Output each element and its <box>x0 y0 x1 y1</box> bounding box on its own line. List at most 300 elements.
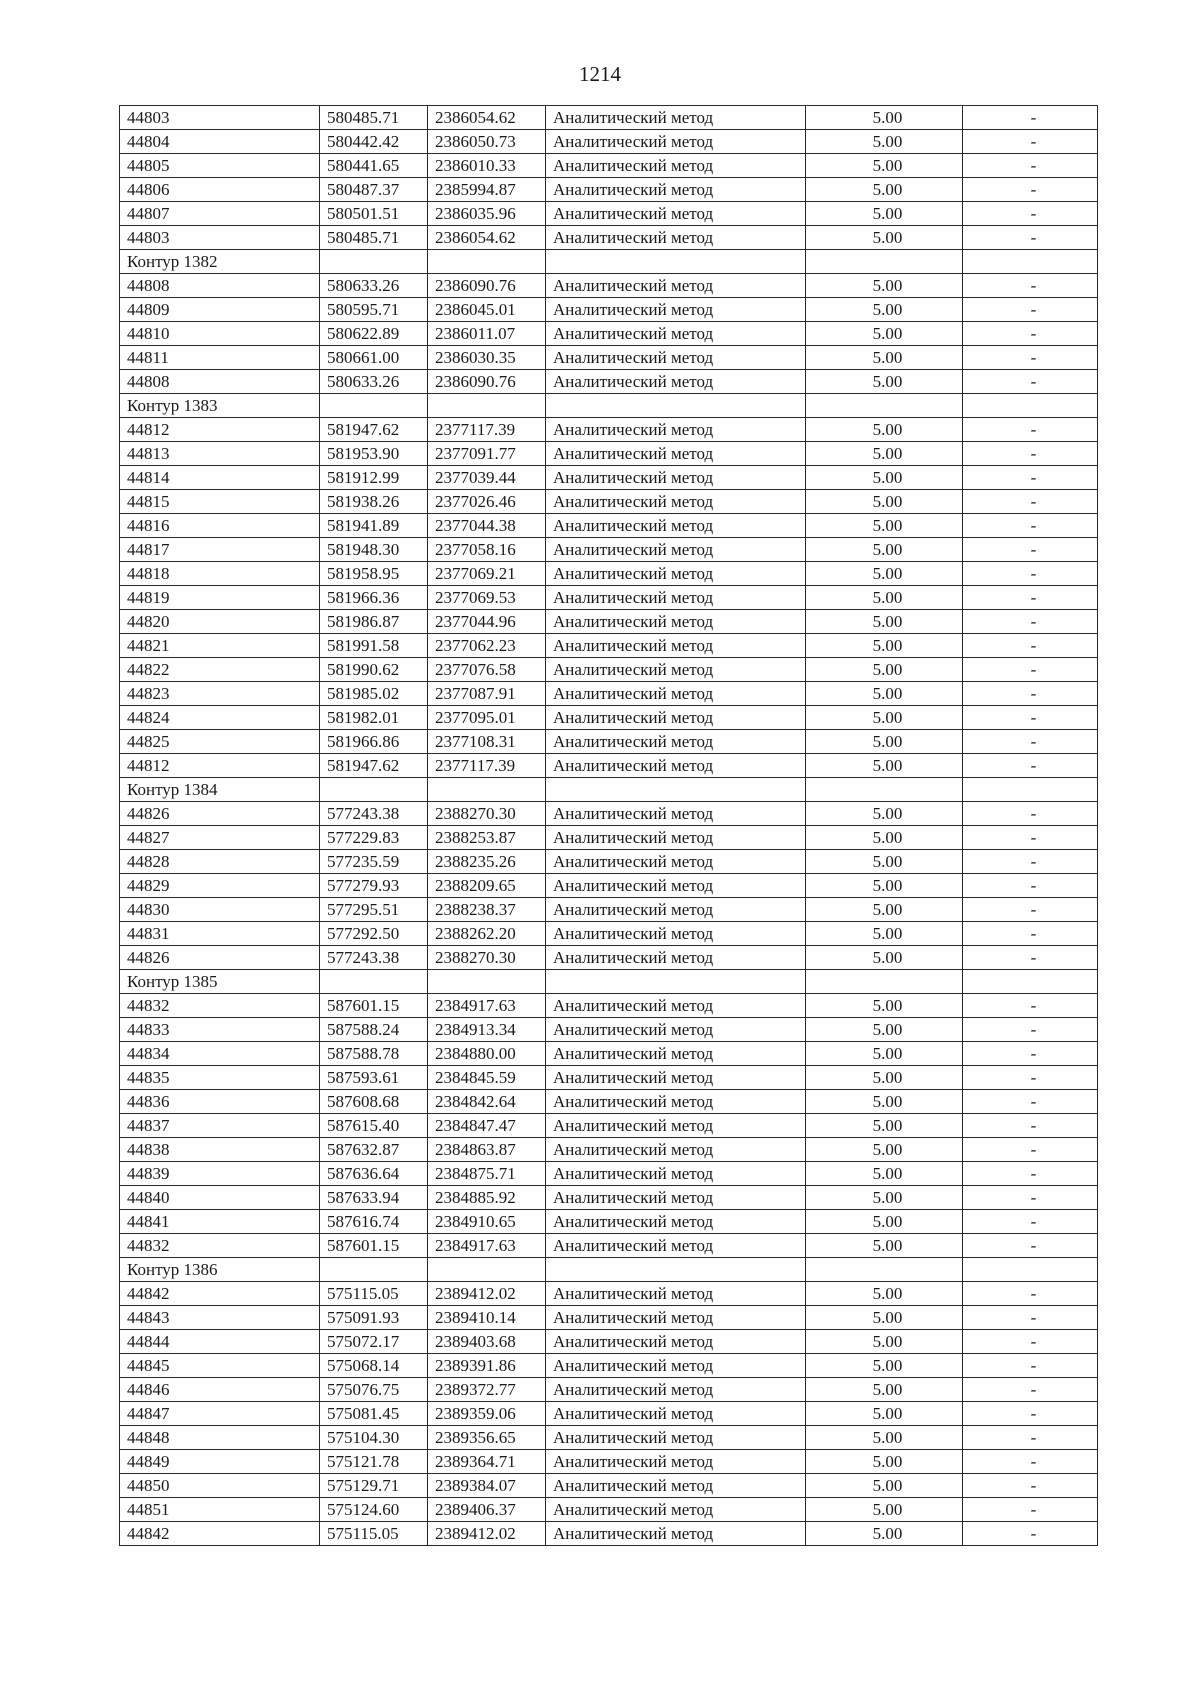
table-row <box>120 1138 1098 1162</box>
table-row <box>120 754 1098 778</box>
method-cell: Аналитический метод <box>546 490 806 514</box>
method-cell: Аналитический метод <box>546 1378 806 1402</box>
dash-cell: - <box>963 1450 1098 1474</box>
point-id: 44835 <box>120 1066 320 1090</box>
contour-header-row <box>120 778 1098 802</box>
method-cell: Аналитический метод <box>546 1210 806 1234</box>
coord-y: 2384875.71 <box>428 1162 546 1186</box>
method-cell: Аналитический метод <box>546 1450 806 1474</box>
accuracy-cell: 5.00 <box>806 802 963 826</box>
accuracy-cell: 5.00 <box>806 946 963 970</box>
dash-cell: - <box>963 658 1098 682</box>
contour-label: Контур 1385 <box>120 970 320 994</box>
dash-cell: - <box>963 346 1098 370</box>
method-cell: Аналитический метод <box>546 754 806 778</box>
coord-x: 580485.71 <box>320 106 428 130</box>
coord-x: 581948.30 <box>320 538 428 562</box>
dash-cell: - <box>963 130 1098 154</box>
dash-cell: - <box>963 1498 1098 1522</box>
dash-cell: - <box>963 682 1098 706</box>
coord-y: 2377044.96 <box>428 610 546 634</box>
accuracy-cell: 5.00 <box>806 202 963 226</box>
coord-x: 587616.74 <box>320 1210 428 1234</box>
coord-x: 581966.86 <box>320 730 428 754</box>
accuracy-cell: 5.00 <box>806 154 963 178</box>
coord-x: 587636.64 <box>320 1162 428 1186</box>
table-row <box>120 946 1098 970</box>
empty-cell <box>806 1258 963 1282</box>
point-id: 44818 <box>120 562 320 586</box>
empty-cell <box>320 250 428 274</box>
coord-x: 581958.95 <box>320 562 428 586</box>
table-row <box>120 1474 1098 1498</box>
method-cell: Аналитический метод <box>546 1066 806 1090</box>
empty-cell <box>428 970 546 994</box>
point-id: 44832 <box>120 1234 320 1258</box>
point-id: 44806 <box>120 178 320 202</box>
coord-x: 580633.26 <box>320 370 428 394</box>
coord-y: 2386010.33 <box>428 154 546 178</box>
accuracy-cell: 5.00 <box>806 1090 963 1114</box>
coord-y: 2377108.31 <box>428 730 546 754</box>
method-cell: Аналитический метод <box>546 154 806 178</box>
accuracy-cell: 5.00 <box>806 922 963 946</box>
coord-x: 587588.24 <box>320 1018 428 1042</box>
method-cell: Аналитический метод <box>546 370 806 394</box>
point-id: 44812 <box>120 418 320 442</box>
accuracy-cell: 5.00 <box>806 1474 963 1498</box>
accuracy-cell: 5.00 <box>806 682 963 706</box>
method-cell: Аналитический метод <box>546 1306 806 1330</box>
point-id: 44842 <box>120 1522 320 1546</box>
coord-x: 587588.78 <box>320 1042 428 1066</box>
empty-cell <box>546 1258 806 1282</box>
point-id: 44827 <box>120 826 320 850</box>
table-row <box>120 1426 1098 1450</box>
coord-x: 580622.89 <box>320 322 428 346</box>
point-id: 44830 <box>120 898 320 922</box>
method-cell: Аналитический метод <box>546 610 806 634</box>
accuracy-cell: 5.00 <box>806 346 963 370</box>
coord-x: 575091.93 <box>320 1306 428 1330</box>
coord-y: 2384845.59 <box>428 1066 546 1090</box>
table-row <box>120 898 1098 922</box>
table-row <box>120 274 1098 298</box>
coord-x: 575104.30 <box>320 1426 428 1450</box>
point-id: 44837 <box>120 1114 320 1138</box>
coord-y: 2386035.96 <box>428 202 546 226</box>
method-cell: Аналитический метод <box>546 874 806 898</box>
table-row <box>120 1210 1098 1234</box>
accuracy-cell: 5.00 <box>806 418 963 442</box>
point-id: 44804 <box>120 130 320 154</box>
coord-y: 2377117.39 <box>428 418 546 442</box>
coord-x: 580485.71 <box>320 226 428 250</box>
empty-cell <box>428 394 546 418</box>
table-row <box>120 322 1098 346</box>
coord-x: 581938.26 <box>320 490 428 514</box>
coord-y: 2384885.92 <box>428 1186 546 1210</box>
coord-x: 581986.87 <box>320 610 428 634</box>
point-id: 44815 <box>120 490 320 514</box>
accuracy-cell: 5.00 <box>806 1306 963 1330</box>
dash-cell: - <box>963 178 1098 202</box>
empty-cell <box>320 778 428 802</box>
method-cell: Аналитический метод <box>546 586 806 610</box>
point-id: 44843 <box>120 1306 320 1330</box>
dash-cell: - <box>963 1162 1098 1186</box>
accuracy-cell: 5.00 <box>806 1138 963 1162</box>
dash-cell: - <box>963 1522 1098 1546</box>
dash-cell: - <box>963 1066 1098 1090</box>
method-cell: Аналитический метод <box>546 442 806 466</box>
table-row <box>120 1090 1098 1114</box>
empty-cell <box>963 970 1098 994</box>
coord-x: 581991.58 <box>320 634 428 658</box>
accuracy-cell: 5.00 <box>806 130 963 154</box>
method-cell: Аналитический метод <box>546 202 806 226</box>
coord-y: 2389412.02 <box>428 1522 546 1546</box>
empty-cell <box>320 970 428 994</box>
coord-x: 577295.51 <box>320 898 428 922</box>
coord-x: 577229.83 <box>320 826 428 850</box>
point-id: 44809 <box>120 298 320 322</box>
coord-y: 2385994.87 <box>428 178 546 202</box>
dash-cell: - <box>963 1330 1098 1354</box>
table-row <box>120 1042 1098 1066</box>
point-id: 44822 <box>120 658 320 682</box>
table-row <box>120 106 1098 130</box>
coord-y: 2389412.02 <box>428 1282 546 1306</box>
dash-cell: - <box>963 610 1098 634</box>
method-cell: Аналитический метод <box>546 226 806 250</box>
dash-cell: - <box>963 730 1098 754</box>
point-id: 44808 <box>120 370 320 394</box>
table-row <box>120 1066 1098 1090</box>
coord-x: 587608.68 <box>320 1090 428 1114</box>
coord-x: 575081.45 <box>320 1402 428 1426</box>
table-row <box>120 298 1098 322</box>
accuracy-cell: 5.00 <box>806 466 963 490</box>
table-row <box>120 1162 1098 1186</box>
point-id: 44834 <box>120 1042 320 1066</box>
point-id: 44823 <box>120 682 320 706</box>
table-row <box>120 1354 1098 1378</box>
accuracy-cell: 5.00 <box>806 634 963 658</box>
point-id: 44812 <box>120 754 320 778</box>
accuracy-cell: 5.00 <box>806 1402 963 1426</box>
coord-y: 2389410.14 <box>428 1306 546 1330</box>
accuracy-cell: 5.00 <box>806 514 963 538</box>
point-id: 44846 <box>120 1378 320 1402</box>
coord-x: 587615.40 <box>320 1114 428 1138</box>
accuracy-cell: 5.00 <box>806 226 963 250</box>
method-cell: Аналитический метод <box>546 178 806 202</box>
coord-x: 577243.38 <box>320 946 428 970</box>
point-id: 44803 <box>120 226 320 250</box>
coord-y: 2377095.01 <box>428 706 546 730</box>
coord-y: 2389391.86 <box>428 1354 546 1378</box>
table-row <box>120 490 1098 514</box>
dash-cell: - <box>963 1186 1098 1210</box>
coord-x: 580442.42 <box>320 130 428 154</box>
table-row <box>120 466 1098 490</box>
table-row <box>120 682 1098 706</box>
accuracy-cell: 5.00 <box>806 322 963 346</box>
coord-x: 581953.90 <box>320 442 428 466</box>
method-cell: Аналитический метод <box>546 826 806 850</box>
table-row <box>120 586 1098 610</box>
method-cell: Аналитический метод <box>546 1234 806 1258</box>
coord-x: 575121.78 <box>320 1450 428 1474</box>
table-row <box>120 418 1098 442</box>
empty-cell <box>546 970 806 994</box>
point-id: 44832 <box>120 994 320 1018</box>
point-id: 44828 <box>120 850 320 874</box>
coord-y: 2377039.44 <box>428 466 546 490</box>
accuracy-cell: 5.00 <box>806 274 963 298</box>
dash-cell: - <box>963 1282 1098 1306</box>
accuracy-cell: 5.00 <box>806 1210 963 1234</box>
point-id: 44840 <box>120 1186 320 1210</box>
coord-x: 581947.62 <box>320 754 428 778</box>
method-cell: Аналитический метод <box>546 1114 806 1138</box>
point-id: 44839 <box>120 1162 320 1186</box>
accuracy-cell: 5.00 <box>806 106 963 130</box>
method-cell: Аналитический метод <box>546 1402 806 1426</box>
dash-cell: - <box>963 946 1098 970</box>
dash-cell: - <box>963 202 1098 226</box>
table-row <box>120 658 1098 682</box>
empty-cell <box>963 250 1098 274</box>
coord-x: 587601.15 <box>320 1234 428 1258</box>
table-row <box>120 1330 1098 1354</box>
table-row <box>120 1114 1098 1138</box>
contour-header-row <box>120 970 1098 994</box>
accuracy-cell: 5.00 <box>806 586 963 610</box>
dash-cell: - <box>963 850 1098 874</box>
accuracy-cell: 5.00 <box>806 1522 963 1546</box>
contour-label: Контур 1382 <box>120 250 320 274</box>
accuracy-cell: 5.00 <box>806 562 963 586</box>
coord-y: 2389364.71 <box>428 1450 546 1474</box>
method-cell: Аналитический метод <box>546 562 806 586</box>
coord-y: 2386050.73 <box>428 130 546 154</box>
empty-cell <box>806 250 963 274</box>
dash-cell: - <box>963 1426 1098 1450</box>
point-id: 44831 <box>120 922 320 946</box>
method-cell: Аналитический метод <box>546 802 806 826</box>
table-row <box>120 1234 1098 1258</box>
coord-y: 2386011.07 <box>428 322 546 346</box>
point-id: 44807 <box>120 202 320 226</box>
accuracy-cell: 5.00 <box>806 1186 963 1210</box>
method-cell: Аналитический метод <box>546 1354 806 1378</box>
accuracy-cell: 5.00 <box>806 1498 963 1522</box>
accuracy-cell: 5.00 <box>806 874 963 898</box>
contour-label: Контур 1383 <box>120 394 320 418</box>
coord-y: 2377076.58 <box>428 658 546 682</box>
accuracy-cell: 5.00 <box>806 1066 963 1090</box>
coord-x: 581947.62 <box>320 418 428 442</box>
coord-x: 575072.17 <box>320 1330 428 1354</box>
point-id: 44845 <box>120 1354 320 1378</box>
point-id: 44844 <box>120 1330 320 1354</box>
coord-x: 580501.51 <box>320 202 428 226</box>
contour-label: Контур 1386 <box>120 1258 320 1282</box>
contour-header-row <box>120 394 1098 418</box>
coord-x: 577235.59 <box>320 850 428 874</box>
coord-x: 587601.15 <box>320 994 428 1018</box>
accuracy-cell: 5.00 <box>806 538 963 562</box>
point-id: 44817 <box>120 538 320 562</box>
coord-y: 2388270.30 <box>428 802 546 826</box>
accuracy-cell: 5.00 <box>806 754 963 778</box>
table-row <box>120 370 1098 394</box>
point-id: 44826 <box>120 946 320 970</box>
coord-y: 2386030.35 <box>428 346 546 370</box>
method-cell: Аналитический метод <box>546 1282 806 1306</box>
accuracy-cell: 5.00 <box>806 1378 963 1402</box>
accuracy-cell: 5.00 <box>806 1330 963 1354</box>
method-cell: Аналитический метод <box>546 1018 806 1042</box>
dash-cell: - <box>963 322 1098 346</box>
empty-cell <box>963 778 1098 802</box>
accuracy-cell: 5.00 <box>806 1450 963 1474</box>
method-cell: Аналитический метод <box>546 1186 806 1210</box>
dash-cell: - <box>963 562 1098 586</box>
point-id: 44850 <box>120 1474 320 1498</box>
empty-cell <box>428 250 546 274</box>
table-row <box>120 154 1098 178</box>
accuracy-cell: 5.00 <box>806 610 963 634</box>
coord-x: 580487.37 <box>320 178 428 202</box>
coord-x: 580661.00 <box>320 346 428 370</box>
coord-y: 2388270.30 <box>428 946 546 970</box>
method-cell: Аналитический метод <box>546 1330 806 1354</box>
method-cell: Аналитический метод <box>546 106 806 130</box>
accuracy-cell: 5.00 <box>806 706 963 730</box>
table-row <box>120 850 1098 874</box>
method-cell: Аналитический метод <box>546 418 806 442</box>
table-row <box>120 538 1098 562</box>
accuracy-cell: 5.00 <box>806 1018 963 1042</box>
coord-y: 2377044.38 <box>428 514 546 538</box>
coord-y: 2384910.65 <box>428 1210 546 1234</box>
dash-cell: - <box>963 226 1098 250</box>
empty-cell <box>546 250 806 274</box>
table-row <box>120 994 1098 1018</box>
method-cell: Аналитический метод <box>546 322 806 346</box>
dash-cell: - <box>963 586 1098 610</box>
dash-cell: - <box>963 898 1098 922</box>
coord-y: 2389384.07 <box>428 1474 546 1498</box>
coord-y: 2377117.39 <box>428 754 546 778</box>
accuracy-cell: 5.00 <box>806 1282 963 1306</box>
coord-x: 580441.65 <box>320 154 428 178</box>
coord-x: 581990.62 <box>320 658 428 682</box>
dash-cell: - <box>963 1306 1098 1330</box>
method-cell: Аналитический метод <box>546 994 806 1018</box>
point-id: 44824 <box>120 706 320 730</box>
coord-x: 577292.50 <box>320 922 428 946</box>
accuracy-cell: 5.00 <box>806 298 963 322</box>
method-cell: Аналитический метод <box>546 1138 806 1162</box>
table-row <box>120 346 1098 370</box>
method-cell: Аналитический метод <box>546 850 806 874</box>
coord-y: 2388235.26 <box>428 850 546 874</box>
point-id: 44811 <box>120 346 320 370</box>
accuracy-cell: 5.00 <box>806 1354 963 1378</box>
coord-y: 2389356.65 <box>428 1426 546 1450</box>
table-row <box>120 202 1098 226</box>
coord-y: 2386054.62 <box>428 106 546 130</box>
coord-y: 2389406.37 <box>428 1498 546 1522</box>
coord-y: 2388238.37 <box>428 898 546 922</box>
point-id: 44813 <box>120 442 320 466</box>
dash-cell: - <box>963 922 1098 946</box>
coord-x: 575124.60 <box>320 1498 428 1522</box>
dash-cell: - <box>963 1018 1098 1042</box>
coord-y: 2384917.63 <box>428 994 546 1018</box>
coord-x: 587593.61 <box>320 1066 428 1090</box>
dash-cell: - <box>963 1210 1098 1234</box>
empty-cell <box>963 1258 1098 1282</box>
method-cell: Аналитический метод <box>546 946 806 970</box>
method-cell: Аналитический метод <box>546 274 806 298</box>
dash-cell: - <box>963 1474 1098 1498</box>
table-row <box>120 1186 1098 1210</box>
table-row <box>120 826 1098 850</box>
table-row <box>120 874 1098 898</box>
point-id: 44833 <box>120 1018 320 1042</box>
coord-x: 575115.05 <box>320 1522 428 1546</box>
table-row <box>120 1282 1098 1306</box>
dash-cell: - <box>963 994 1098 1018</box>
coord-x: 575076.75 <box>320 1378 428 1402</box>
dash-cell: - <box>963 1378 1098 1402</box>
dash-cell: - <box>963 1354 1098 1378</box>
coord-y: 2377069.53 <box>428 586 546 610</box>
coord-y: 2384847.47 <box>428 1114 546 1138</box>
point-id: 44848 <box>120 1426 320 1450</box>
empty-cell <box>963 394 1098 418</box>
method-cell: Аналитический метод <box>546 922 806 946</box>
dash-cell: - <box>963 1138 1098 1162</box>
coord-y: 2386090.76 <box>428 370 546 394</box>
coord-y: 2377069.21 <box>428 562 546 586</box>
coord-y: 2377062.23 <box>428 634 546 658</box>
dash-cell: - <box>963 634 1098 658</box>
table-body <box>120 106 1098 1546</box>
method-cell: Аналитический метод <box>546 130 806 154</box>
accuracy-cell: 5.00 <box>806 1114 963 1138</box>
accuracy-cell: 5.00 <box>806 370 963 394</box>
method-cell: Аналитический метод <box>546 682 806 706</box>
table-row <box>120 1522 1098 1546</box>
coord-x: 575129.71 <box>320 1474 428 1498</box>
coord-y: 2388209.65 <box>428 874 546 898</box>
dash-cell: - <box>963 1114 1098 1138</box>
accuracy-cell: 5.00 <box>806 658 963 682</box>
point-id: 44821 <box>120 634 320 658</box>
table-row <box>120 730 1098 754</box>
dash-cell: - <box>963 466 1098 490</box>
point-id: 44820 <box>120 610 320 634</box>
table-row <box>120 226 1098 250</box>
accuracy-cell: 5.00 <box>806 994 963 1018</box>
point-id: 44836 <box>120 1090 320 1114</box>
